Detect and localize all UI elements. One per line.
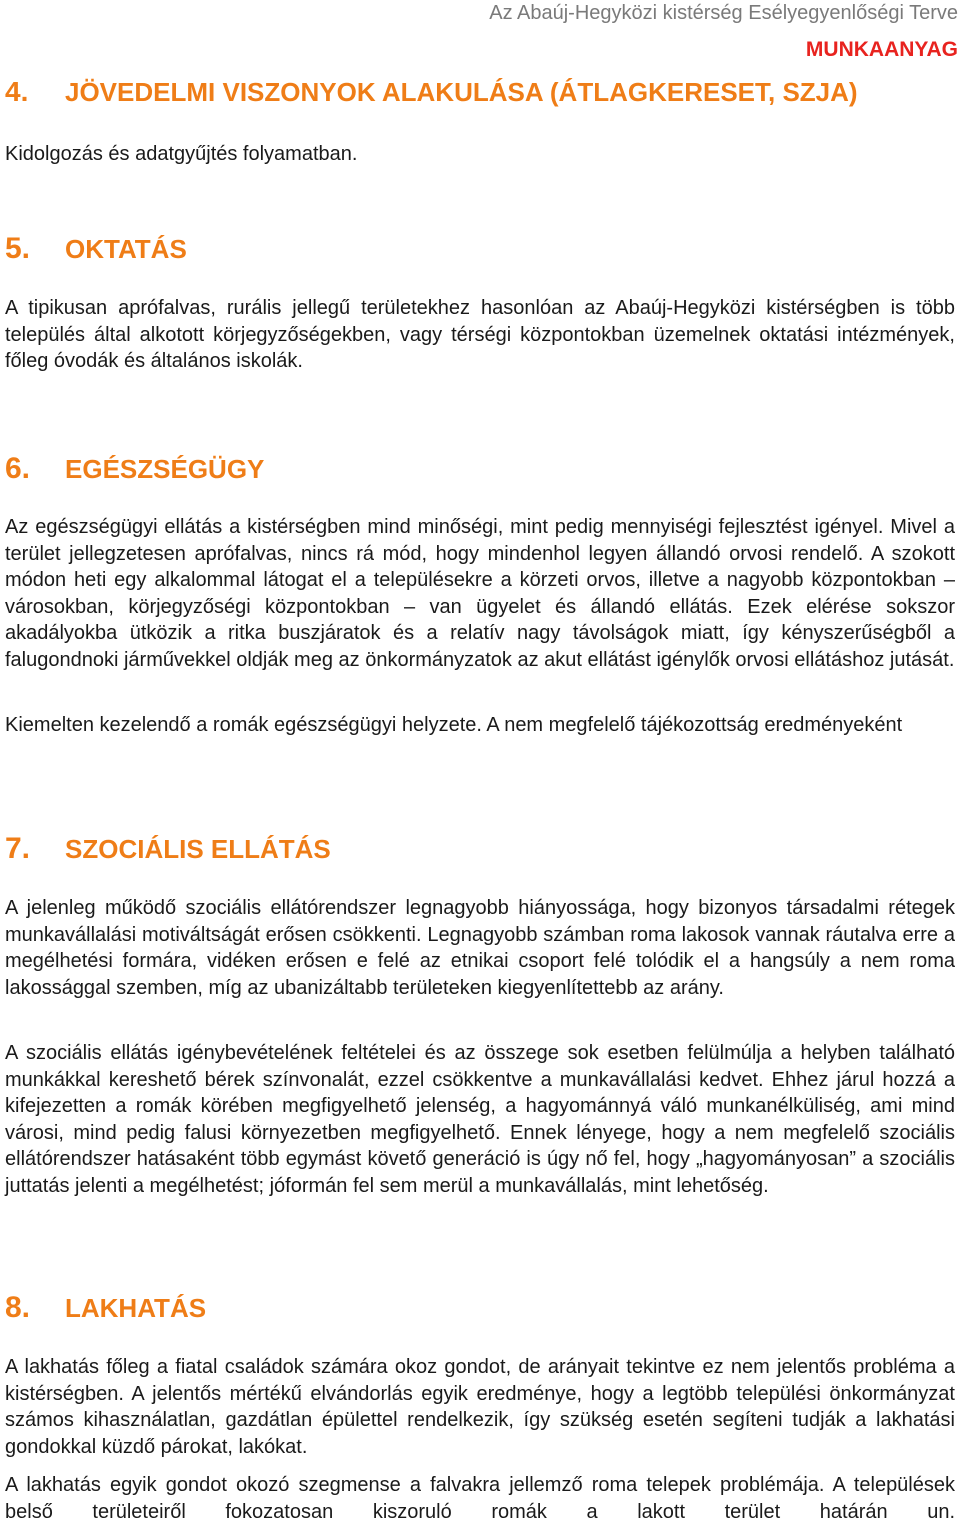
- section-title: LAKHATÁS: [65, 1293, 207, 1323]
- section-number: 4.: [5, 76, 29, 107]
- section-heading-income: [5, 76, 955, 108]
- paragraph: A tipikusan aprófalvas, rurális jellegű területekhez hasonlóan az Abaúj-Hegyközi kistérségben is több település által alkotott körjegyzőségekben, vagy térségi központokban üzemelnek oktatási intézmények, főleg óvodák és általános iskolák.: [5, 297, 955, 372]
- section-heading-health: [5, 452, 955, 486]
- section-number: 8.: [5, 1291, 31, 1324]
- paragraph: A szociális ellátás igénybevételének feltételei és az összege sok esetben felülmúlja a helyben található munkákkal kereshető bérek színvonalát, ezzel csökkentve a munkavállalási kedvet. Ehhez járul hozzá a kifejezetten a romák körében megfigyelhető jelenség, a hagyománnyá váló munkanélküliség, ami mind városi, mind pedig falusi környezetben megfigyelhető. Ennek lényege, hogy a nem megfelelő szociális ellátórendszer hatásaként több egymást követő generáció is úgy nő fel, hogy „hagyományosan” a szociális juttatás jelenti a megélhetést; jóformán fel sem merül a munkavállalás, mint lehetőség.: [5, 1042, 955, 1197]
- paragraph: A lakhatás egyik gondot okozó szegmense a falvakra jellemző roma telepek problémája. A települések belső területeiről fokozatosan kiszoruló romák a lakott terület határán un.: [5, 1474, 955, 1523]
- section-title: OKTATÁS: [65, 234, 187, 264]
- paragraph: Kiemelten kezelendő a romák egészségügyi helyzete. A nem megfelelő tájékozottság eredményeként: [5, 714, 903, 736]
- section-number: 5.: [5, 232, 31, 265]
- document-title: Az Abaúj-Hegyközi kistérség Esélyegyenlőségi Terve: [489, 2, 958, 24]
- draft-label: MUNKAANYAG: [805, 38, 958, 61]
- section-heading-education: [5, 232, 955, 266]
- section-title: SZOCIÁLIS ELLÁTÁS: [65, 834, 331, 864]
- section-title: EGÉSZSÉGÜGY: [65, 454, 265, 484]
- section-title: JÖVEDELMI VISZONYOK ALAKULÁSA (ÁTLAGKERESET, SZJA): [65, 77, 858, 107]
- paragraph: A lakhatás főleg a fiatal családok számára okoz gondot, de arányait tekintve ez nem jelentős probléma a kistérségben. A jelentős mértékű elvándorlás egyik eredménye, hogy a legtöbb települési önkormányzat számos kihasználatlan, gazdátlan épülettel rendelkezik, így szükség esetén segíteni tudják a lakhatási gondokkal küzdő párokat, lakókat.: [5, 1356, 955, 1458]
- section-number: 6.: [5, 452, 31, 485]
- paragraph: A jelenleg működő szociális ellátórendszer legnagyobb hiányossága, hogy bizonyos társadalmi rétegek munkavállalási motiváltságát erősen csökkenti. Legnagyobb számban roma lakosok vannak ráutalva erre a megélhetési formára, vidéken erősen e felé az etnikai csoport felé tolódik el a hangsúly a nem roma lakossággal szemben, míg az ubanizáltabb területeken kiegyenlítettebb az arány.: [5, 897, 955, 999]
- paragraph: Az egészségügyi ellátás a kistérségben mind minőségi, mint pedig mennyiségi fejlesztést igényel. Mivel a terület jellegzetesen aprófalvas, nincs rá mód, hogy mindenhol legyen állandó orvosi rendelő. A szokott módon heti egy alkalommal látogat el a településekre a körzeti orvos, illetve a nagyobb központokban – városokban, körjegyzőségi központokban – van ügyelet és állandó ellátás. Ezek elérése sokszor akadályokba ütközik a ritka buszjáratok és a relatív nagy távolságok miatt, így kényszerűségből a falugondnoki járművekkel oldják meg az önkormányzatok az akut ellátást igénylők orvosi ellátáshoz jutását.: [5, 516, 955, 671]
- paragraph: Kidolgozás és adatgyűjtés folyamatban.: [5, 143, 358, 165]
- section-heading-social-care: [5, 832, 955, 866]
- section-heading-housing: [5, 1291, 955, 1325]
- section-number: 7.: [5, 832, 31, 865]
